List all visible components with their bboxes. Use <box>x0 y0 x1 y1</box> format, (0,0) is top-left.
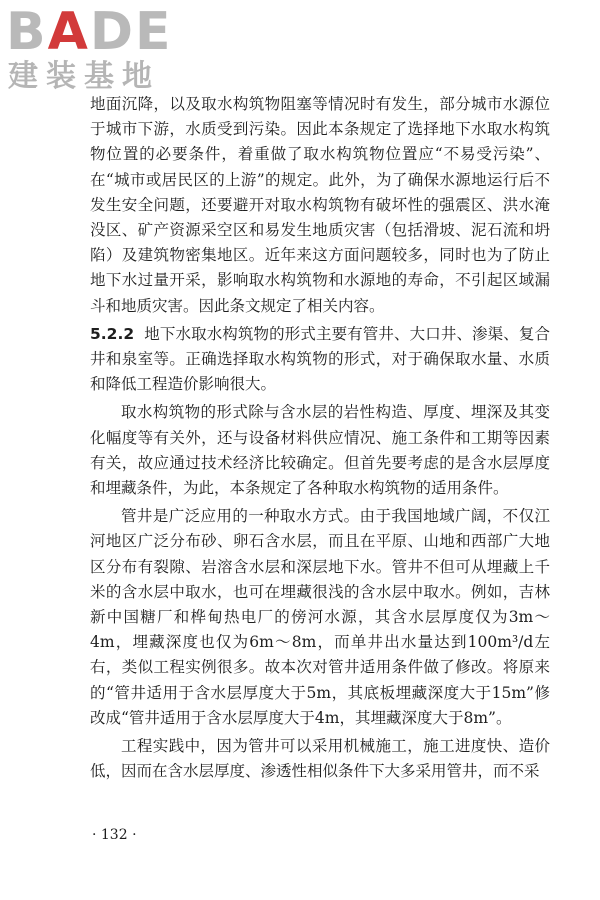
paragraph-text: 取水构筑物的形式除与含水层的岩性构造、厚度、埋深及其变化幅度等有关外，还与设备材料供应情况、施工条件和工期等因素有关，故应通过技术经济比较确定。但首先要考虑的是含水层厚度和埋藏条件，为此，本条规定了各种取水构筑物的适用条件。 <box>90 403 550 498</box>
logo-letter-a: A <box>47 2 90 62</box>
paragraph <box>90 734 550 784</box>
logo-letter-b: B <box>6 2 48 62</box>
paragraph-text: 工程实践中，因为管井可以采用机械施工，施工进度快、造价低，因而在含水层厚度、渗透性相似条件下大多采用管井，而不采 <box>90 737 550 781</box>
brand-logo <box>6 4 186 96</box>
paragraph-text: 管井是广泛应用的一种取水方式。由于我国地域广阔，不仅江河地区广泛分布砂、卵石含水层，而且在平原、山地和西部广大地区分布有裂隙、岩溶含水层和深层地下水。管井不但可从埋藏上千米的含水层中取水，也可在埋藏很浅的含水层中取水。例如，吉林新中国糖厂和桦甸热电厂的傍河水源，其含水层厚度仅为3m～4m，埋藏深度也仅为6m～8m，而单井出水量达到100m³/d左右，类似工程实例很多。故本次对管井适用条件做了修改。将原来的“管井适用于含水层厚度大于5m，其底板埋藏深度大于15m”修改成“管井适用于含水层厚度大于4m，其埋藏深度大于8m”。 <box>90 507 550 727</box>
paragraph-text: 地面沉降，以及取水构筑物阻塞等情况时有发生，部分城市水源位于城市下游，水质受到污染。因此本条规定了选择地下水取水构筑物位置的必要条件，着重做了取水构筑物位置应“不易受污染”、在“城市或居民区的上游”的规定。此外，为了确保水源地运行后不发生安全问题，还要避开对取水构筑物有破坏性的强震区、洪水淹没区、矿产资源采空区和易发生地质灾害（包括滑坡、泥石流和坍陷）及建筑物密集地区。近年来这方面问题较多，同时也为了防止地下水过量开采，影响取水构筑物和水源地的寿命，不引起区域漏斗和地质灾害。因此条文规定了相关内容。 <box>90 95 550 315</box>
clause-number: 5.2.2 <box>90 324 135 343</box>
page-number: · 132 · <box>92 827 137 843</box>
paragraph <box>90 400 550 501</box>
logo-subtitle: 建装基地 <box>8 59 160 94</box>
logo-wordmark <box>6 4 173 60</box>
paragraph-continuation <box>90 92 550 319</box>
paragraph-text: 地下水取水构筑物的形式主要有管井、大口井、渗渠、复合井和泉室等。正确选择取水构筑物的形式，对于确保取水量、水质和降低工程造价影响很大。 <box>90 324 550 394</box>
logo-letters-de: DE <box>89 2 173 62</box>
page-body <box>90 92 550 787</box>
paragraph <box>90 504 550 731</box>
clause-paragraph <box>90 322 550 398</box>
